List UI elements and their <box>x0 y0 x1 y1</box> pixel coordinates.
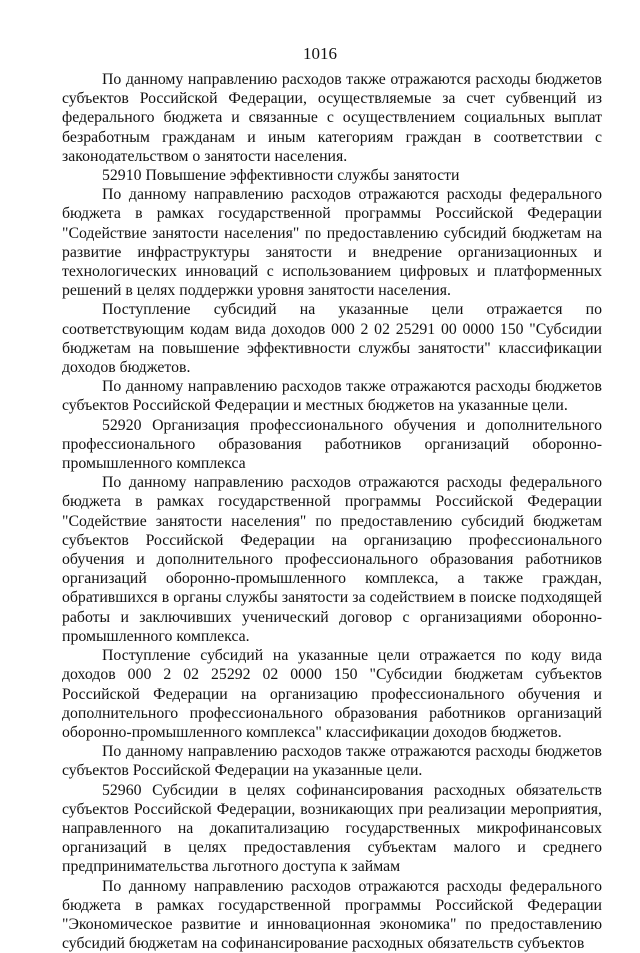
document-body <box>62 70 602 953</box>
paragraph: По данному направлению расходов отражаются расходы федерального бюджета в рамках государственной программы Российской Федерации "Экономическое развитие и инновационная экономика" по предоставлению субсидий бюджетам на софинансирование расходных обязательств субъектов <box>62 877 602 953</box>
paragraph: По данному направлению расходов также отражаются расходы бюджетов субъектов Российской Федерации и местных бюджетов на указанные цели. <box>62 378 602 415</box>
paragraph: Поступление субсидий на указанные цели отражается по коду вида доходов 000 2 02 25292 02 0000 150 "Субсидии бюджетам субъектов Российской Федерации на организацию профессионального обучения и дополнительного профессионального образования работников организаций оборонно-промышленного комплекса" классификации доходов бюджетов. <box>62 647 602 741</box>
paragraph: По данному направлению расходов также отражаются расходы бюджетов субъектов Российской Федерации на указанные цели. <box>62 743 602 780</box>
section-heading-52960: 52960 Субсидии в целях софинансирования расходных обязательств субъектов Российской Федерации, возникающих при реализации мероприятия, направленного на докапитализацию государственных микрофинансовых организаций в целях предоставления субъектам малого и среднего предпринимательства льготного доступа к займам <box>62 781 602 876</box>
paragraph: По данному направлению расходов также отражаются расходы бюджетов субъектов Российской Федерации, осуществляемые за счет субвенций из федерального бюджета и связанные с осуществлением социальных выплат безработным гражданам и иным категориям граждан в соответствии с законодательством о занятости населения. <box>62 71 602 165</box>
page-number: 1016 <box>303 44 337 63</box>
section-heading-52910: 52910 Повышение эффективности службы занятости <box>102 167 460 185</box>
paragraph: По данному направлению расходов отражаются расходы федерального бюджета в рамках государственной программы Российской Федерации "Содействие занятости населения" по предоставлению субсидий бюджетам субъектов Российской Федерации на организацию профессионального обучения и дополнительного профессионального образования работников организаций оборонно-промышленного комплекса, а также граждан, обратившихся в органы службы занятости за содействием в поиске подходящей работы и заключивших ученический договор с организациями оборонно-промышленного комплекса. <box>62 474 602 645</box>
section-heading-52920: 52920 Организация профессионального обучения и дополнительного профессионального образования работников организаций оборонно-промышленного комплекса <box>62 416 602 473</box>
paragraph: По данному направлению расходов отражаются расходы федерального бюджета в рамках государственной программы Российской Федерации "Содействие занятости населения" по предоставлению субсидий бюджетам на развитие инфраструктуры занятости и внедрение организационных и технологических инноваций с использованием цифровых и платформенных решений в целях поддержки уровня занятости населения. <box>62 186 602 300</box>
paragraph: Поступление субсидий на указанные цели отражается по соответствующим кодам вида доходов 000 2 02 25291 00 0000 150 "Субсидии бюджетам на повышение эффективности службы занятости" классификации доходов бюджетов. <box>62 301 602 377</box>
